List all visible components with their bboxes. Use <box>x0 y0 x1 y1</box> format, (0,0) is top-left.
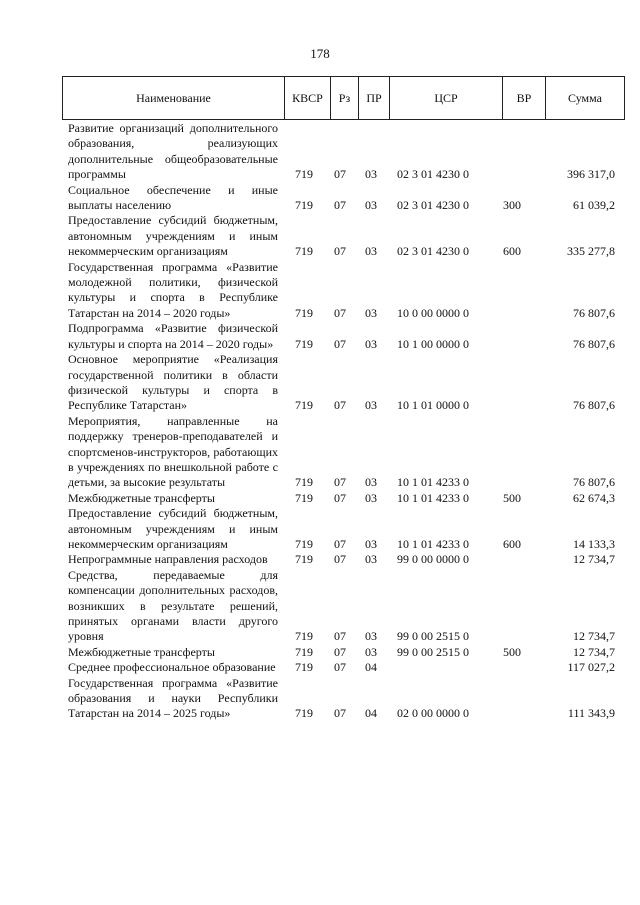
row-rz: 07 <box>334 398 346 413</box>
row-kvsr: 719 <box>295 475 313 490</box>
row-kvsr: 719 <box>295 490 313 505</box>
row-name: Мероприятия, направленные на поддержку тренеров-преподавателей и спортсменов-инструкторов, работающих в учреждениях по внешкольной работе с детьми, за высокие результаты <box>68 413 278 490</box>
header-kvsr: КВСР <box>285 77 331 119</box>
row-kvsr: 719 <box>295 336 313 351</box>
row-rz: 07 <box>334 660 346 675</box>
table-row <box>68 321 628 352</box>
row-pr: 04 <box>365 706 377 721</box>
table-row <box>68 260 628 322</box>
row-vr: 500 <box>503 644 521 659</box>
row-pr: 03 <box>365 644 377 659</box>
row-rz: 07 <box>334 475 346 490</box>
row-pr: 03 <box>365 552 377 567</box>
row-name: Подпрограмма «Развитие физической культуры и спорта на 2014 – 2020 годы» <box>68 321 278 351</box>
header-pr: ПР <box>359 77 390 119</box>
row-pr: 04 <box>365 660 377 675</box>
row-csr: 99 0 00 2515 0 <box>397 644 469 659</box>
row-pr: 03 <box>365 336 377 351</box>
header-name: Наименование <box>63 77 285 119</box>
row-sum: 12 734,7 <box>573 629 615 644</box>
table-row <box>68 352 628 414</box>
row-csr: 02 3 01 4230 0 <box>397 167 469 182</box>
row-rz: 07 <box>334 536 346 551</box>
row-sum: 62 674,3 <box>573 490 615 505</box>
row-vr: 300 <box>503 198 521 213</box>
row-kvsr: 719 <box>295 644 313 659</box>
row-kvsr: 719 <box>295 552 313 567</box>
row-rz: 07 <box>334 167 346 182</box>
row-kvsr: 719 <box>295 167 313 182</box>
row-csr: 02 3 01 4230 0 <box>397 198 469 213</box>
row-rz: 07 <box>334 629 346 644</box>
page-number: 178 <box>310 46 330 61</box>
row-name: Средства, передаваемые для компенсации дополнительных расходов, возникших в результате решений, принятых органами власти другого уровня <box>68 567 278 644</box>
row-sum: 12 734,7 <box>573 644 615 659</box>
table-row <box>68 491 628 506</box>
row-pr: 03 <box>365 244 377 259</box>
row-pr: 03 <box>365 305 377 320</box>
row-name: Предоставление субсидий бюджетным, автономным учреждениям и иным некоммерческим организациям <box>68 213 278 259</box>
row-rz: 07 <box>334 336 346 351</box>
row-csr: 10 1 00 0000 0 <box>397 336 469 351</box>
table-row <box>68 121 628 183</box>
header-vr: ВР <box>503 77 546 119</box>
table-row <box>68 552 628 567</box>
row-csr: 10 1 01 4233 0 <box>397 490 469 505</box>
row-name: Предоставление субсидий бюджетным, автономным учреждениям и иным некоммерческим организациям <box>68 506 278 551</box>
row-rz: 07 <box>334 552 346 567</box>
header-csr: ЦСР <box>390 77 503 119</box>
table-row <box>68 213 628 259</box>
row-csr: 99 0 00 2515 0 <box>397 629 469 644</box>
row-name: Развитие организаций дополнительного образования, реализующих дополнительные общеобразовательные программы <box>68 121 278 182</box>
row-rz: 07 <box>334 490 346 505</box>
row-name: Межбюджетные трансферты <box>68 490 215 505</box>
table-body <box>68 121 628 722</box>
row-kvsr: 719 <box>295 244 313 259</box>
row-sum: 76 807,6 <box>573 398 615 413</box>
row-sum: 76 807,6 <box>573 305 615 320</box>
table-header <box>62 76 625 120</box>
row-name: Непрограммные направления расходов <box>68 552 268 567</box>
table-row <box>68 568 628 645</box>
row-pr: 03 <box>365 475 377 490</box>
row-sum: 76 807,6 <box>573 336 615 351</box>
row-pr: 03 <box>365 198 377 213</box>
row-csr: 02 3 01 4230 0 <box>397 244 469 259</box>
table-row <box>68 645 628 660</box>
row-kvsr: 719 <box>295 198 313 213</box>
table-row <box>68 506 628 552</box>
row-rz: 07 <box>334 305 346 320</box>
row-kvsr: 719 <box>295 706 313 721</box>
row-rz: 07 <box>334 706 346 721</box>
row-csr: 02 0 00 0000 0 <box>397 706 469 721</box>
row-kvsr: 719 <box>295 305 313 320</box>
row-rz: 07 <box>334 198 346 213</box>
row-csr: 10 1 01 4233 0 <box>397 475 469 490</box>
row-csr: 10 0 00 0000 0 <box>397 305 469 320</box>
header-rz: Рз <box>331 77 359 119</box>
row-name: Межбюджетные трансферты <box>68 644 215 659</box>
row-sum: 396 317,0 <box>567 167 615 182</box>
row-rz: 07 <box>334 244 346 259</box>
row-rz: 07 <box>334 644 346 659</box>
row-pr: 03 <box>365 536 377 551</box>
row-vr: 500 <box>503 490 521 505</box>
row-name: Государственная программа «Развитие образования и науки Республики Татарстан на 2014 – 2025 годы» <box>68 675 278 721</box>
row-pr: 03 <box>365 167 377 182</box>
row-vr: 600 <box>503 244 521 259</box>
row-name: Основное мероприятие «Реализация государственной политики в области физической культуры и спорта в Республике Татарстан» <box>68 352 278 413</box>
row-sum: 117 027,2 <box>567 660 615 675</box>
row-kvsr: 719 <box>295 536 313 551</box>
table-row <box>68 660 628 675</box>
row-kvsr: 719 <box>295 629 313 644</box>
row-name: Среднее профессиональное образование <box>68 660 276 675</box>
table-row <box>68 183 628 214</box>
row-sum: 76 807,6 <box>573 475 615 490</box>
row-name: Социальное обеспечение и иные выплаты населению <box>68 182 278 213</box>
row-csr: 10 1 01 0000 0 <box>397 398 469 413</box>
row-kvsr: 719 <box>295 660 313 675</box>
row-sum: 12 734,7 <box>573 552 615 567</box>
row-sum: 61 039,2 <box>573 198 615 213</box>
row-csr: 99 0 00 0000 0 <box>397 552 469 567</box>
row-pr: 03 <box>365 398 377 413</box>
row-csr: 10 1 01 4233 0 <box>397 536 469 551</box>
table-row <box>68 414 628 491</box>
header-sum: Сумма <box>568 90 602 105</box>
row-pr: 03 <box>365 490 377 505</box>
row-sum: 111 343,9 <box>567 706 615 721</box>
row-vr: 600 <box>503 536 521 551</box>
table-row <box>68 676 628 722</box>
row-sum: 335 277,8 <box>567 244 615 259</box>
row-pr: 03 <box>365 629 377 644</box>
row-kvsr: 719 <box>295 398 313 413</box>
row-name: Государственная программа «Развитие молодежной политики, физической культуры и спорта в Республике Татарстан на 2014 – 2020 годы» <box>68 259 278 320</box>
row-sum: 14 133,3 <box>573 536 615 551</box>
